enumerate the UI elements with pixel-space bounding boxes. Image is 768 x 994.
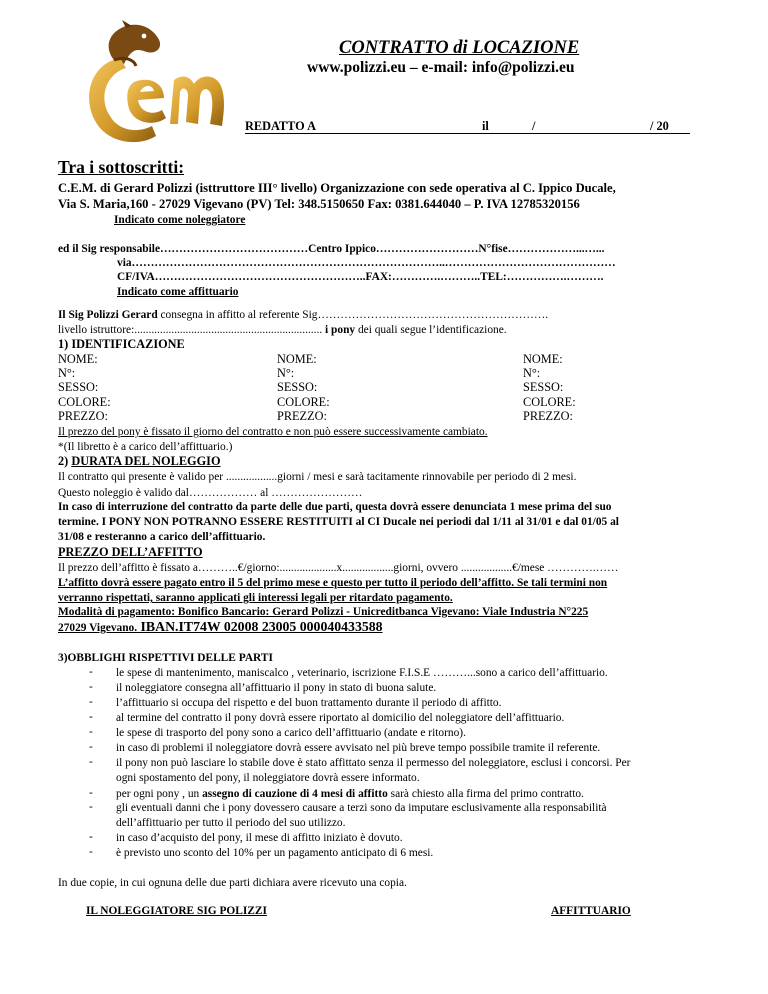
obblighi-heading: 3)OBBLIGHI RISPETTIVI DELLE PARTI: [58, 652, 273, 664]
sesso-label: SESSO:: [277, 380, 318, 395]
durata-bold-3: 31/08 e resteranno a carico dell’affittuario.: [58, 531, 266, 543]
danni-item-continued: dell’affittuario per tutto il periodo del suo utilizzo.: [116, 817, 346, 829]
obligation-item-continued: ogni spostamento del pony, il noleggiatore dovrà essere informato.: [116, 772, 420, 784]
intro-pony: i pony: [322, 324, 356, 336]
company-line-2: Via S. Maria,160 - 27029 Vigevano (PV) Tel: 348.5150650 Fax: 0381.644040 – P. IVA 12785320156: [58, 197, 580, 211]
bullet-dash: -: [89, 726, 93, 738]
bullet-dash: -: [89, 681, 93, 693]
durata-number: 2): [58, 454, 72, 468]
obligation-item: l’affittuario si occupa del rispetto e del buon trattamento durante il periodo di affitto.: [116, 697, 502, 709]
cauzione-pre: per ogni pony , un: [116, 788, 203, 800]
website-email: www.polizzi.eu – e-mail: info@polizzi.eu: [307, 59, 575, 76]
obligation-item: il pony non può lasciare lo stabile dove è stato affittato senza il permesso del noleggiatore, esclusi i concorsi. Per: [116, 757, 631, 769]
identification-table: [58, 352, 718, 423]
cem-horse-logo: [74, 20, 244, 152]
obligation-item: le spese di mantenimento, maniscalco , veterinario, iscrizione F.I.S.E ………...sono a carico dell’affittuario.: [116, 667, 608, 679]
signature-noleggiatore: IL NOLEGGIATORE SIG POLIZZI: [86, 905, 267, 917]
bullet-dash: -: [89, 831, 93, 843]
table-row: [58, 409, 718, 423]
company-line-1: C.E.M. di Gerard Polizzi (isttruttore III° livello) Organizzazione con sede operativa al C. Ippico Ducale,: [58, 181, 616, 195]
signature-affittuario: AFFITTUARIO: [551, 905, 631, 917]
durata-line-1: Il contratto qui presente è valido per ..................giorni / mesi e sarà tacitamente rinnovabile per periodo di 2 mesi.: [58, 471, 577, 483]
copies-statement: In due copie, in cui ognuna delle due parti dichiara avere ricevuto una copia.: [58, 877, 407, 889]
intro-line-1: [58, 308, 548, 322]
nome-label: NOME:: [523, 352, 563, 366]
prezzo-heading: PREZZO DELL’AFFITTO: [58, 545, 203, 559]
bank-city: 27029 Vigevano.: [58, 622, 138, 634]
prezzo-label: PREZZO:: [523, 408, 573, 423]
bullet-dash: -: [89, 696, 93, 708]
cf-iva-line: CF/IVA………………………………………………..FAX:………….………..TEL:…………….……….: [117, 271, 604, 283]
table-row: [58, 352, 718, 366]
sesso-label: SESSO:: [523, 380, 564, 395]
obligation-item: al termine del contratto il pony dovrà essere riportato al domicilio del noleggiatore dell’affittuario.: [116, 712, 565, 724]
durata-bold-1: In caso di interruzione del contratto da parte delle due parti, questa dovrà essere denunciata 1 mese prima del suo: [58, 501, 612, 513]
cauzione-post: sarà chiesto alla firma del primo contratto.: [387, 788, 584, 800]
nome-label: NOME:: [277, 352, 317, 366]
document-title: CONTRATTO di LOCAZIONE: [339, 38, 580, 58]
sig-responsabile-line: ed il Sig responsabile…………………………………Centro Ippico………………………N°fise………………...…...: [58, 243, 605, 255]
payment-method: Modalità di pagamento: Bonifico Bancario: Gerard Polizzi - Unicreditbanca Vigevano: Viale Industria N°225: [58, 606, 589, 618]
obligation-item: il noleggiatore consegna all’affittuario il pony in stato di buona salute.: [116, 682, 437, 694]
date-slash: /: [532, 119, 536, 133]
durata-bold-2: termine. I PONY NON POTRANNO ESSERE RESTITUITI al CI Ducale nei periodi dal 1/11 al 31/01 e dal 01/05 al: [58, 516, 619, 528]
intro-livello: livello istruttore:..................................................................: [58, 324, 323, 336]
colore-label: COLORE:: [277, 394, 330, 409]
prezzo-bold-2: verranno rispettati, saranno applicati gli interessi legali per ritardato pagamento.: [58, 592, 453, 604]
noleggiatore-label: Indicato come noleggiatore: [114, 214, 246, 226]
durata-heading: [58, 454, 221, 469]
obligation-item: le spese di trasporto del pony sono a carico dell’affittuario (andate e ritorno).: [116, 727, 466, 739]
sesso-label: SESSO:: [58, 380, 99, 395]
bank-line: [58, 619, 383, 636]
year-label: / 20: [650, 119, 669, 133]
table-row: [58, 366, 718, 380]
obligation-item: in caso di problemi il noleggiatore dovrà essere avvisato nel più breve tempo possibile tramite il referente.: [116, 742, 601, 754]
cauzione-amount: assegno di cauzione di 4 mesi di affitto: [202, 788, 388, 800]
prezzo-label: PREZZO:: [58, 408, 108, 423]
prezzo-note: Il prezzo del pony è fissato il giorno del contratto e non può essere successivamente cambiato.: [58, 426, 488, 438]
bullet-dash: -: [89, 711, 93, 723]
identification-heading: 1) IDENTIFICAZIONE: [58, 337, 185, 351]
il-label: il: [482, 119, 489, 133]
intro-owner-name: Il Sig Polizzi Gerard: [58, 309, 158, 321]
redatto-label: REDATTO A: [245, 119, 316, 133]
numero-label: N°:: [523, 366, 541, 381]
bullet-dash: -: [89, 787, 93, 799]
cauzione-item: [116, 787, 584, 801]
intro-ident: dei quali segue l’identificazione.: [355, 324, 507, 336]
nome-label: NOME:: [58, 352, 98, 366]
durata-line-2: Questo noleggio è valido dal……………… al ……………………: [58, 487, 363, 499]
bullet-dash: -: [89, 741, 93, 753]
intro-line-1-rest: consegna in affitto al referente Sig…………………………………………………….: [157, 309, 549, 321]
affittuario-label: Indicato come affittuario: [117, 286, 239, 298]
bullet-dash: -: [89, 801, 93, 813]
prezzo-label: PREZZO:: [277, 408, 327, 423]
colore-label: COLORE:: [523, 394, 576, 409]
bullet-dash: -: [89, 846, 93, 858]
colore-label: COLORE:: [58, 394, 111, 409]
redatto-line: [245, 133, 690, 134]
table-row: [58, 380, 718, 394]
numero-label: N°:: [58, 366, 76, 381]
prezzo-line-1: Il prezzo dell’affitto è fissato a………..€/giorno:....................x..................giorni, ovvero ..................€/mese ………….……: [58, 562, 619, 574]
bullet-dash: -: [89, 666, 93, 678]
via-line: via………………………………………………………………………..………………………………………: [117, 257, 616, 269]
intro-line-2: [58, 323, 507, 337]
sconto-item: è previsto uno sconto del 10% per un pagamento anticipato di 6 mesi.: [116, 847, 434, 859]
durata-title: DURATA DEL NOLEGGIO: [71, 454, 221, 468]
bullet-dash: -: [89, 756, 93, 768]
libretto-note: *(Il libretto è a carico dell’affittuario.): [58, 441, 233, 453]
danni-item: gli eventuali danni che i pony dovessero causare a terzi sono da imputare esclusivamente alla responsabilità: [116, 802, 607, 814]
acquisto-item: in caso d’acquisto del pony, il mese di affitto iniziato è dovuto.: [116, 832, 403, 844]
numero-label: N°:: [277, 366, 295, 381]
parties-heading: Tra i sottoscritti:: [58, 157, 185, 177]
prezzo-bold-1: L’affitto dovrà essere pagato entro il 5 del primo mese e questo per tutto il periodo dell’affitto. Se tali termini non: [58, 577, 608, 589]
iban-code: IBAN.IT74W 02008 23005 000040433588: [137, 619, 383, 634]
table-row: [58, 395, 718, 409]
